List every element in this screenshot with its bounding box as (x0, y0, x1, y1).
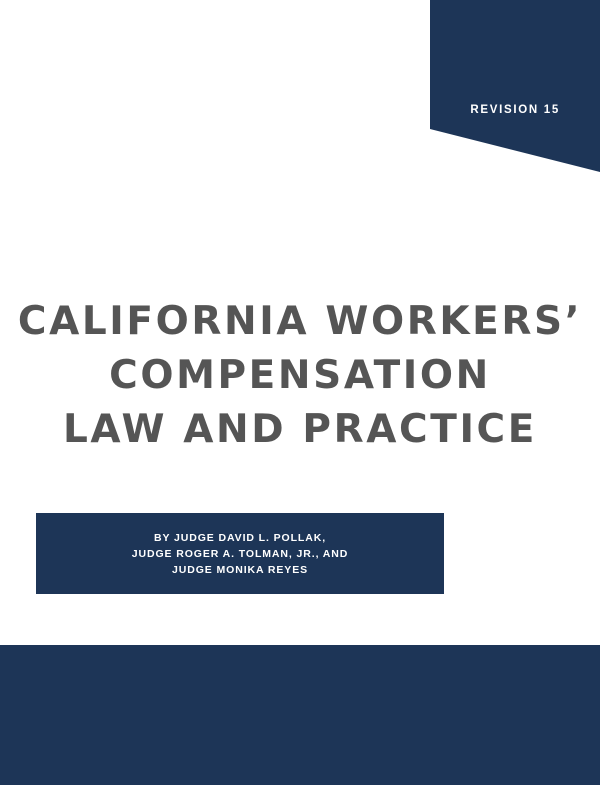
author-line-3: JUDGE MONIKA REYES (172, 564, 308, 576)
title-line-1: CALIFORNIA WORKERS’ (17, 299, 583, 344)
title-line-3: LAW AND PRACTICE (62, 407, 538, 452)
top-right-banner-shape (430, 0, 600, 172)
author-line-2: JUDGE ROGER A. TOLMAN, JR., AND (131, 548, 349, 560)
title-line-2: COMPENSATION (109, 353, 491, 398)
title-block (0, 295, 600, 457)
revision-label: REVISION 15 (470, 104, 560, 116)
bottom-navy-bar (0, 645, 600, 785)
author-line-1: BY JUDGE DAVID L. POLLAK, (153, 532, 327, 544)
author-band (36, 516, 444, 594)
